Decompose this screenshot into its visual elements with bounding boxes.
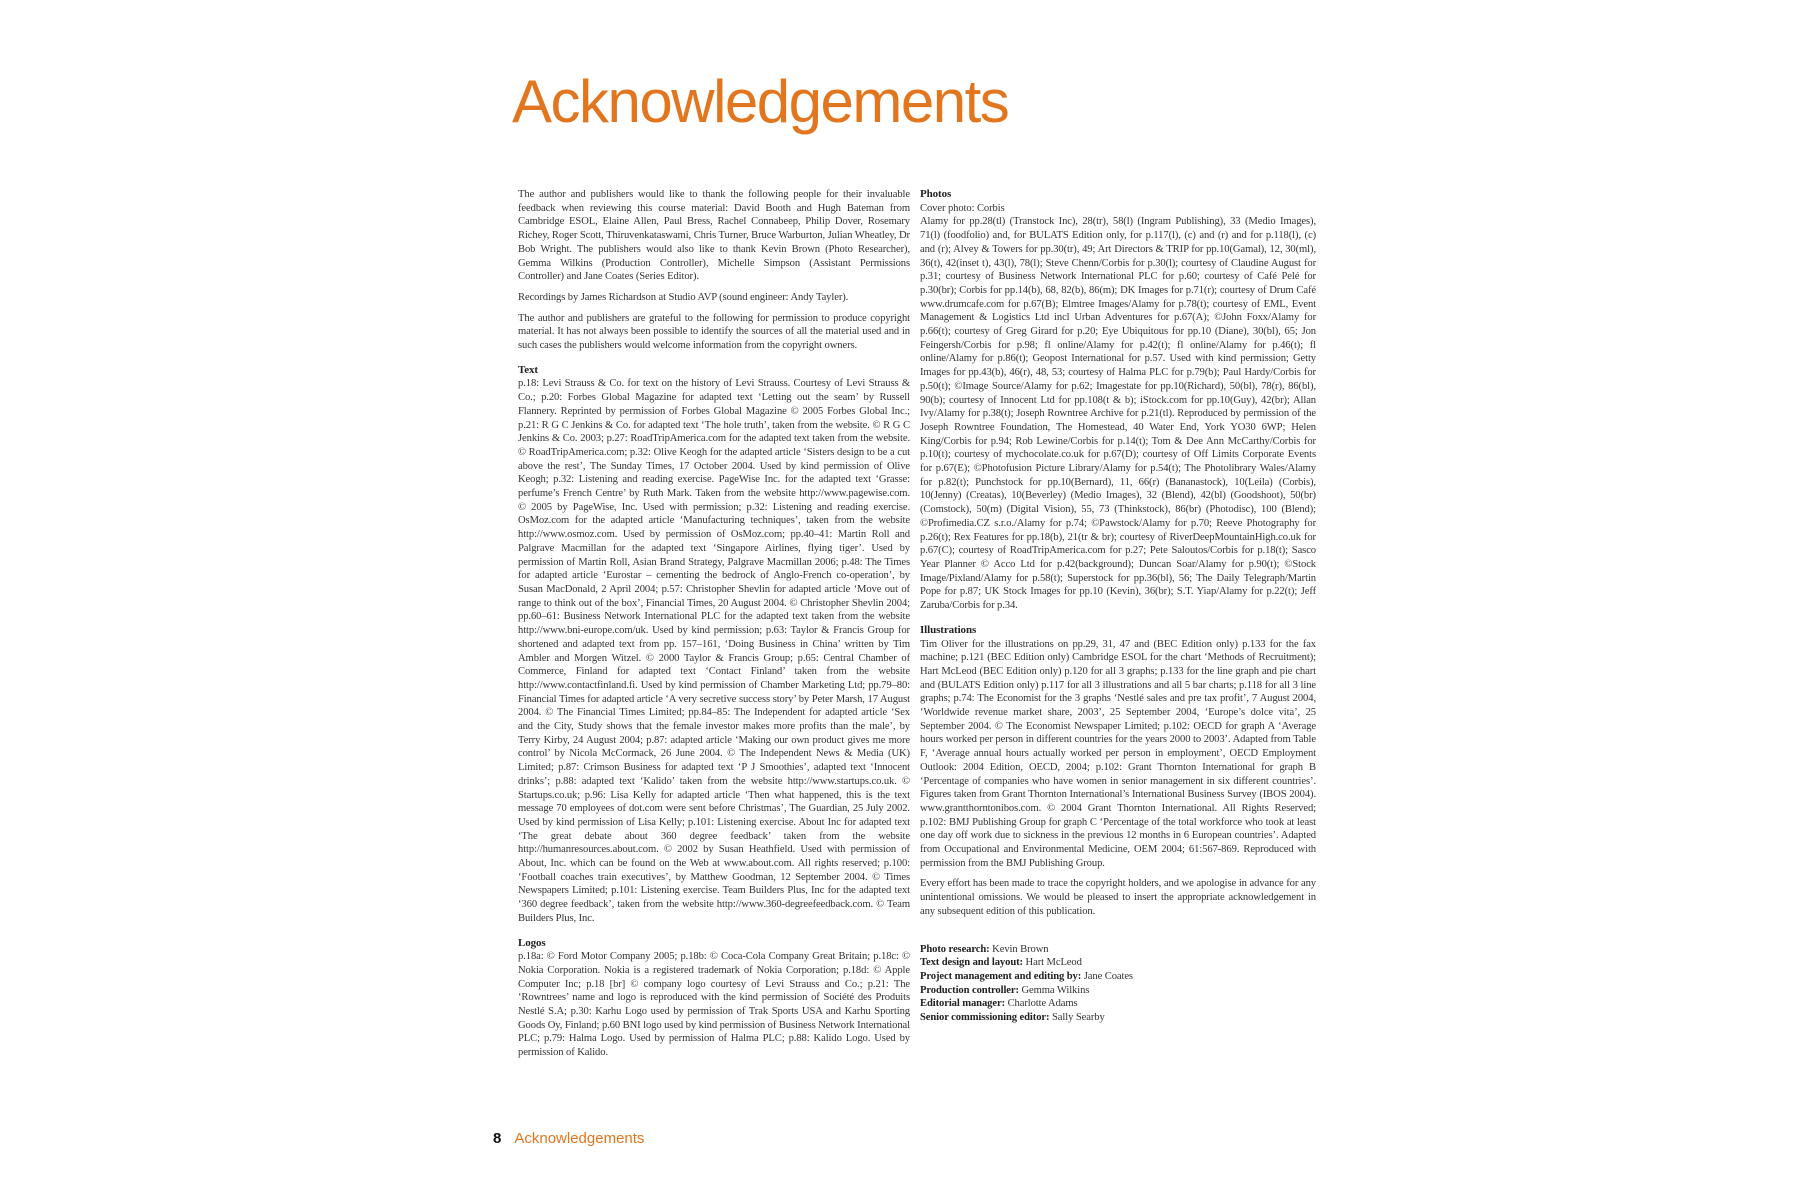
page-footer [493,1130,644,1147]
section-heading-logos: Logos [518,936,546,949]
credit-label: Text design and layout: [920,957,1023,969]
section-heading-photos: Photos [920,188,952,200]
credit-value: Charlotte Adams [1007,998,1078,1010]
intro-paragraph-1: The author and publishers would like to thank the following people for their invaluable feedback when reviewing this course material: David Booth and Hugh Bateman from Cambridge ESOL, Elaine Allen, Paul Bress, Rachel Connabeep, Philip Dover, Rosemary Richey, Roger Scott, Thiruvenkataswami, Chris Turner, Bruce Warburton, Julian Wheatley, Dr Bob Wright. The publishers would also like to thank Kevin Brown (Photo Researcher), Gemma Wilkins (Production Controller), Michelle Simpson (Assistant Permissions Controller) and Jane Coates (Series Editor). [518,189,910,283]
intro-paragraph-2: Recordings by James Richardson at Studio AVP (sound engineer: Andy Tayler). [518,291,849,303]
credit-label: Senior commissioning editor: [920,1012,1050,1024]
text-credits-paragraph: p.18: Levi Strauss & Co. for text on the history of Levi Strauss. Courtesy of Levi Strauss & Co.; p.20: Forbes Global Magazine for adapted text ‘Letting out the seam’ by Russell Flannery. Reprinted by permission of Forbes Global Magazine © 2005 Forbes Global Inc.; p.21: R G C Jenkins & Co. for adapted text ‘The hole truth’, taken from the website. © R G C Jenkins & Co. 2003; p.27: RoadTripAmerica.com for the adapted text taken from the website. © RoadTripAmerica.com; p.32: Olive Keogh for the adapted article ‘Sisters design to be a cut above the rest’, The Sunday Times, 17 October 2004. Used by kind permission of Olive Keogh; p.32: Listening and reading exercise. PageWise Inc. for the adapted text ‘Grasse: perfume’s French Centre’ by Ruth Mark. Taken from the website http://www.pagewise.com. © 2005 by PageWise, Inc. Used with permission; p.32: Listening and reading exercise. OsMoz.com for the adapted article ‘Manufacturing techniques’, taken from the website http://www.osmoz.com. Used by permission of OsMoz.com; pp.40–41: Martin Roll and Palgrave Macmillan for the adapted text ‘Singapore Airlines, flying tiger’. Used by permission of Martin Roll, Asian Brand Strategy, Palgrave Macmillan 2006; p.48: The Times for adapted article ‘Eurostar – cementing the bedrock of Anglo-French co-operation’, by Susan MacDonald, 2 April 2004; p.57: Christopher Shevlin for adapted article ‘Move out of range to think out of the box’, Financial Times, 20 August 2004. © Christopher Shevlin 2004; pp.60–61: Business Network International PLC for the adapted text taken from the website http://www.bni-europe.com/uk. Used by kind permission; p.63: Taylor & Francis Group for shortened and adapted text from pp. 157–161, ‘Doing Business in China’ written by Tim Ambler and Morgen Witzel. © 2000 Taylor & Francis Group; p.65: Central Chamber of Commerce, Finland for adapted text ‘Contact Finland’ taken from the website http://www.contactfinland.fi. Used by kind permission of Chamber Marketing Ltd; pp.79–80: Financial Times for adapted article ‘A very secretive success story’ by Peter Marsh, 17 August 2004. © The Financial Times Limited; pp.84–85: The Independent for adapted article ‘Sex and the City, Study shows that the female investor makes more profits than the male’, by Terry Kirby, 24 August 2004; p.87: adapted article ‘Making our own product gives me more control’ by Nicola McCormack, 26 June 2004. © The Independent News & Media (UK) Limited; p.87: Crimson Business for adapted text ‘P J Smoothies’, adapted text ‘Innocent drinks’; p.88: adapted text ‘Kalido’ taken from the website http://www.startups.co.uk. © Startups.co.uk; p.96: Lisa Kelly for adapted article ‘Then what happened, this is the text message 70 employees of dot.com were sent before Christmas’, The Guardian, 25 July 2002. Used by kind permission of Lisa Kelly; p.101: Listening exercise. About Inc for adapted text ‘The great debate about 360 degree feedback’ taken from the website http://humanresources.about.com. © 2002 by Susan Heathfield. Used with permission of About, Inc. which can be found on the Web at www.about.com. All rights reserved; p.100: ‘Football coaches train executives’, by Matthew Goodman, 12 September 2004. © Times Newspapers Limited; p.101: Listening exercise. Team Builders Plus, Inc for the adapted text ‘360 degree feedback’, taken from the website http://www.360-degreefeedback.com. © Team Builders Plus, Inc. [518,378,910,924]
credit-value: Gemma Wilkins [1021,984,1090,996]
illustrations-credits-paragraph: Tim Oliver for the illustrations on pp.29, 31, 47 and (BEC Edition only) p.133 for the fax machine; p.121 (BEC Edition only) Cambridge ESOL for the chart ‘Methods of Recruitment); Hart McLeod (BEC Edition only) p.120 for all 3 graphs; p.133 for the line graph and pie chart and (BULATS Edition only) p.117 for all 3 illustrations and all 5 bar charts; p.118 for all 3 line graphs; p.74: The Economist for the 3 graphs ‘Nestlé sales and pre tax profit’, 7 August 2004, ‘Worldwide revenue market share, 2003’, 25 September 2004, ‘Europe’s dolce vita’, 25 September 2004. © The Economist Newspaper Limited; p.102: OECD for graph A ‘Average hours worked per person in different countries for the years 2000 to 2003’. Adapted from Table F, ‘Average annual hours actually worked per person in employment’, OECD Employment Outlook: 2004 Edition, OECD, 2004; p.102: Grant Thornton International for graph B ‘Percentage of companies who have women in senior management in six different countries’. Figures taken from Grant Thornton International’s International Business Survey (IBOS 2004). www.grantthorntonibos.com. © 2004 Grant Thornton International. All Rights Reserved; p.102: BMJ Publishing Group for graph C ‘Percentage of the total workforce who took at least one day off work due to sickness in the previous 12 months in 6 European countries’. Adapted from Occupational and Environmental Medicine, OEM 2004; 61:567-869. Reproduced with permission from the BMJ Publishing Group. [920,638,1316,869]
intro-paragraph-3: The author and publishers are grateful to the following for permission to produce copyright material. It has not always been possible to identify the sources of all the material used and in such cases the publishers would welcome information from the copyright owners. [518,312,910,352]
production-credits [920,943,1316,1025]
credit-label: Production controller: [920,984,1019,996]
left-column [518,188,910,1067]
credit-line [920,997,1316,1011]
credit-value: Hart McLeod [1025,957,1082,969]
credit-line [920,1011,1316,1025]
logos-credits-paragraph: p.18a: © Ford Motor Company 2005; p.18b: © Coca-Cola Company Great Britain; p.18c: © Nokia Corporation. Nokia is a registered trademark of Nokia Corporation; p.18d: © Apple Computer Inc; p.18 [br] © company logo courtesy of Levi Strauss and Co.; p.21: The ‘Rowntrees’ name and logo is reproduced with the kind permission of Société des Produits Nestlé S.A; p.30: Karhu Logo used by permission of Trak Sports USA and Karhu Sporting Goods Oy, Finland; p.60 BNI logo used by kind permission of Business Network International PLC; p.79: Halma Logo. Used by permission of Halma PLC; p.88: Kalido Logo. Used by permission of Kalido. [518,951,910,1059]
page-title: Acknowledgements [512,68,1009,135]
credit-label: Project management and editing by: [920,970,1082,982]
closing-paragraph: Every effort has been made to trace the copyright holders, and we apologise in advance for any unintentional omissions. We would be pleased to insert the appropriate acknowledgement in any subsequent edition of this publication. [920,878,1316,917]
section-heading-illustrations: Illustrations [920,623,977,636]
credit-line [920,984,1316,998]
credit-value: Jane Coates [1083,970,1133,982]
right-column [920,188,1316,1025]
credit-line [920,970,1316,984]
credit-label: Photo research: [920,943,990,955]
section-heading-text: Text [518,363,538,376]
footer-section-label: Acknowledgements [514,1130,645,1147]
cover-photo-line: Cover photo: Corbis [920,202,1005,214]
credit-label: Editorial manager: [920,998,1005,1010]
credit-value: Sally Searby [1052,1012,1105,1024]
photos-credits-paragraph: Alamy for pp.28(tl) (Transtock Inc), 28(tr), 58(l) (Ingram Publishing), 33 (Medio Images), 71(l) (foodfolio) and, for BULATS Edition only, for p.117(l), (c) and (r) and for p.118(l), (c) and (r); Alvey & Towers for pp.30(tr), 49; Art Directors & TRIP for pp.10(Gamal), 12, 30(ml), 36(t), 42(inset t), 43(l), 78(l); Steve Chenn/Corbis for p.30(l); courtesy of Claudine August for p.31; courtesy of Business Network International PLC for p.60; courtesy of Café Pelé for p.30(br); Corbis for pp.14(b), 68, 82(b), 86(m); DK Images for p.71(r); courtesy of Drum Café www.drumcafe.com for p.67(B); Elmtree Images/Alamy for p.78(t); courtesy of EML, Event Management & Logistics Ltd incl Urban Adventures for p.67(A); ©John Foxx/Alamy for p.66(t); courtesy of Greg Girard for p.20; Eye Ubiquitous for pp.10 (Diane), 30(bl), 65; Jon Feingersh/Corbis for p.98; fl online/Alamy for p.42(t); fl online/Alamy for p.46(t); fl online/Alamy for p.86(t); Geopost International for p.57. Used with kind permission; Getty Images for pp.43(b), 46(r), 48, 53; courtesy of Halma PLC for p.79(b); Paul Hardy/Corbis for p.50(t); ©Image Source/Alamy for p.62; Imagestate for pp.10(Richard), 50(bl), 78(r), 86(bl), 90(b); courtesy of Innocent Ltd for pp.108(t & b); iStock.com for pp.10(Guy), 42(br); Allan Ivy/Alamy for p.38(t); Joseph Rowntree Archive for p.21(tl). Reproduced by permission of the Joseph Rowntree Foundation, The Homestead, 40 Water End, York YO30 6WP; Helen King/Corbis for p.94; Rob Lewine/Corbis for p.14(t); Tom & Dee Ann McCarthy/Corbis for p.10(t); courtesy of mychocolate.co.uk for p.67(D); courtesy of Off Limits Corporate Events for p.67(E); ©Photofusion Picture Library/Alamy for p.54(t); The Photolibrary Wales/Alamy for p.82(t); Punchstock for pp.10(Bernard), 11, 66(r) (Bananastock), 10(Leila) (Corbis), 10(Jenny) (Creatas), 10(Beverley) (Medio Images), 32 (Blend), 42(bl) (Goodshoot), 50(br) (Comstock), 50(m) (Digital Vision), 55, 73 (Thinkstock), 86(br) (Photodisc), 100 (Blend); ©Profimedia.CZ s.r.o./Alamy for p.74; ©Pawstock/Alamy for p.70; Reeve Photography for p.26(t); Rex Features for pp.18(b), 21(tr & br); courtesy of RiverDeepMountainHigh.co.uk for p.67(C); courtesy of RoadTripAmerica.com for p.27; Pete Saloutos/Corbis for p.18(t); Sasco Year Planner © Acco Ltd for p.42(background); Duncan Soar/Alamy for p.90(t); ©Stock Image/Pixland/Alamy for p.58(t); Superstock for pp.36(bl), 56; The Daily Telegraph/Martin Pope for p.87; UK Stock Images for pp.10 (Kevin), 36(br); S.T. Yiap/Alamy for p.22(t); Jeff Zaruba/Corbis for p.34. [920,216,1316,612]
page-number: 8 [493,1130,502,1147]
credit-line [920,943,1316,957]
credit-line [920,956,1316,970]
credit-value: Kevin Brown [992,943,1049,955]
